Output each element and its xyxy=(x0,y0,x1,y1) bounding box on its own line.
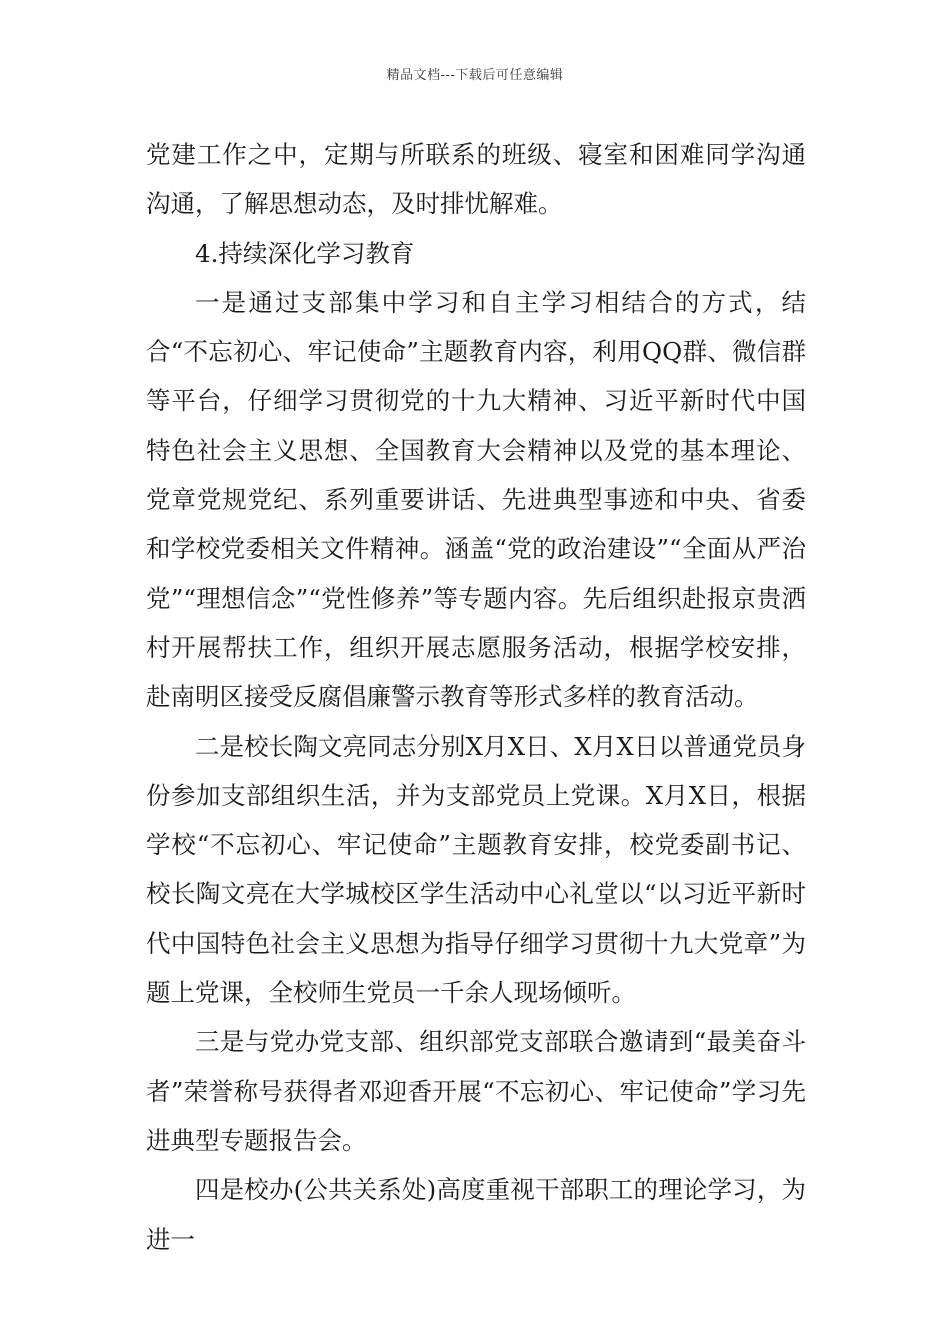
paragraph: 二是校长陶文亮同志分别X月X日、X月X日以普通党员身份参加支部组织生活，并为支部党员上党课。X月X日，根据学校“不忘初心、牢记使命”主题教育安排，校党委副书记、校长陶文亮在大学城校区学生活动中心礼堂以“以习近平新时代中国特色社会主义思想为指导仔细学习贯彻十九大党章”为题上党课，全校师生党员一千余人现场倾听。 xyxy=(146,731,806,1008)
paragraph-continuation: 党建工作之中，定期与所联系的班级、寝室和困难同学沟通沟通，了解思想动态，及时排忧解难。 xyxy=(146,140,806,219)
paragraph: 一是通过支部集中学习和自主学习相结合的方式，结合“不忘初心、牢记使命”主题教育内容，利用QQ群、微信群等平台，仔细学习贯彻党的十九大精神、习近平新时代中国特色社会主义思想、全国教育大会精神以及党的基本理论、党章党规党纪、系列重要讲话、先进典型事迹和中央、省委和学校党委相关文件精神。涵盖“党的政治建设”“全面从严治党”“理想信念”“党性修养”等专题内容。先后组织赴报京贵洒村开展帮扶工作，组织开展志愿服务活动，根据学校安排，赴南明区接受反腐倡廉警示教育等形式多样的教育活动。 xyxy=(146,287,806,712)
section-heading: 4.持续深化学习教育 xyxy=(195,238,415,268)
document-body xyxy=(146,130,806,1264)
paragraph: 四是校办(公共关系处)高度重视干部职工的理论学习，为进一 xyxy=(146,1175,806,1254)
page-header: 精品文档---下载后可任意编辑 xyxy=(386,68,564,83)
paragraph: 三是与党办党支部、组织部党支部联合邀请到“最美奋斗者”荣誉称号获得者邓迎香开展“不忘初心、牢记使命”学习先进典型专题报告会。 xyxy=(146,1027,806,1155)
